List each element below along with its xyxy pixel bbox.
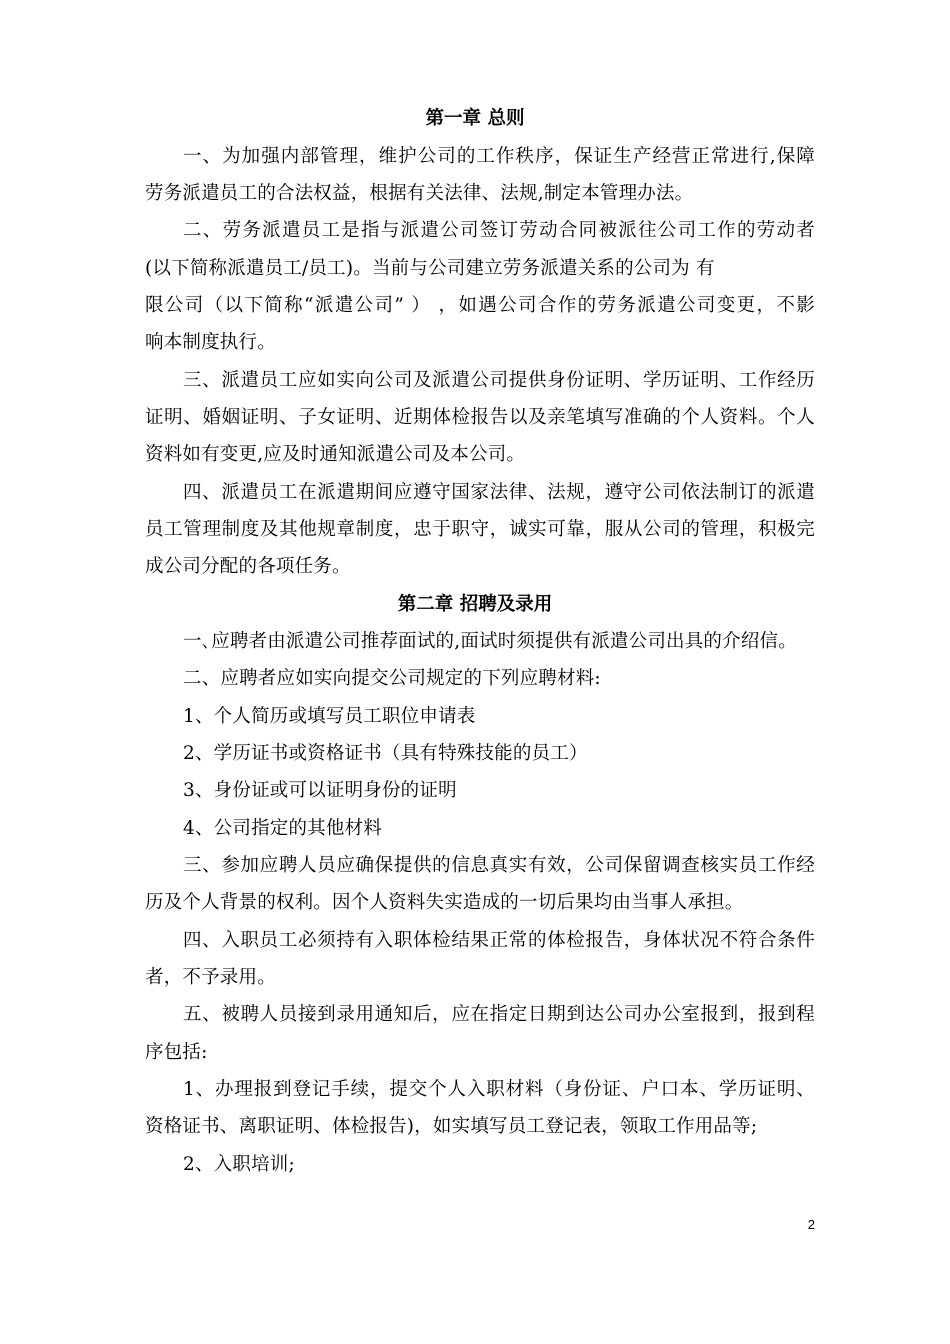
chapter-2-title: 第二章 招聘及录用	[397, 594, 553, 615]
paragraph-line: 二、应聘者应如实向提交公司规定的下列应聘材料:	[183, 668, 601, 689]
list-item: 1、办理报到登记手续，提交个人入职材料（身份证、户口本、学历证明、	[183, 1079, 815, 1100]
paragraph-line: 四、派遣员工在派遣期间应遵守国家法律、法规，遵守公司依法制订的派遣	[183, 482, 815, 503]
paragraph-line: 限公司（以下简称“派遣公司” ） ，如遇公司合作的劳务派遣公司变更，不影	[145, 295, 815, 316]
paragraph-line: (以下简称派遣员工/员工)。当前与公司建立劳务派遣关系的公司为 有	[145, 258, 715, 279]
paragraph-line: 一､应聘者由派遣公司推荐面试的,面试时须提供有派遣公司出具的介绍信。	[183, 631, 797, 652]
paragraph-line: 响本制度执行。	[145, 332, 276, 353]
list-item: 1、个人简历或填写员工职位申请表	[183, 706, 476, 727]
paragraph-line: 三、派遣员工应如实向公司及派遣公司提供身份证明、学历证明、工作经历	[183, 370, 815, 391]
paragraph-line: 三、参加应聘人员应确保提供的信息真实有效，公司保留调查核实员工作经	[183, 855, 815, 876]
paragraph-line: 成公司分配的各项任务。	[145, 556, 351, 577]
paragraph-line: 者，不予录用。	[145, 967, 276, 988]
chapter-1-title: 第一章 总则	[425, 108, 525, 129]
page-number: 2	[807, 1217, 815, 1232]
paragraph-line: 员工管理制度及其他规章制度，忠于职守，诚实可靠，服从公司的管理，积极完	[145, 519, 815, 540]
paragraph-line: 五、被聘人员接到录用通知后，应在指定日期到达公司办公室报到，报到程	[183, 1004, 815, 1025]
list-item: 2、学历证书或资格证书（具有特殊技能的员工）	[183, 743, 588, 764]
paragraph-line: 证明、婚姻证明、子女证明、近期体检报告以及亲笔填写准确的个人资料。个人	[145, 407, 815, 428]
paragraph-line: 序包括:	[145, 1042, 208, 1063]
list-item: 2、入职培训;	[183, 1154, 295, 1175]
paragraph-line: 资料如有变更,应及时通知派遣公司及本公司。	[145, 444, 526, 465]
paragraph-line: 四、入职员工必须持有入职体检结果正常的体检报告，身体状况不符合条件	[183, 930, 815, 951]
paragraph-line: 资格证书、离职证明、体检报告)，如实填写员工登记表，领取工作用品等;	[145, 1116, 758, 1137]
paragraph-line: 劳务派遣员工的合法权益，根据有关法律、法规,制定本管理办法。	[145, 183, 694, 204]
paragraph-line: 一、为加强内部管理，维护公司的工作秩序，保证生产经营正常进行,保障	[183, 146, 815, 167]
paragraph-line: 历及个人背景的权利。因个人资料失实造成的一切后果均由当事人承担。	[145, 892, 744, 913]
paragraph-line: 二、劳务派遣员工是指与派遣公司签订劳动合同被派往公司工作的劳动者	[183, 220, 815, 241]
list-item: 4、公司指定的其他材料	[183, 818, 382, 839]
list-item: 3、身份证或可以证明身份的证明	[183, 780, 457, 801]
